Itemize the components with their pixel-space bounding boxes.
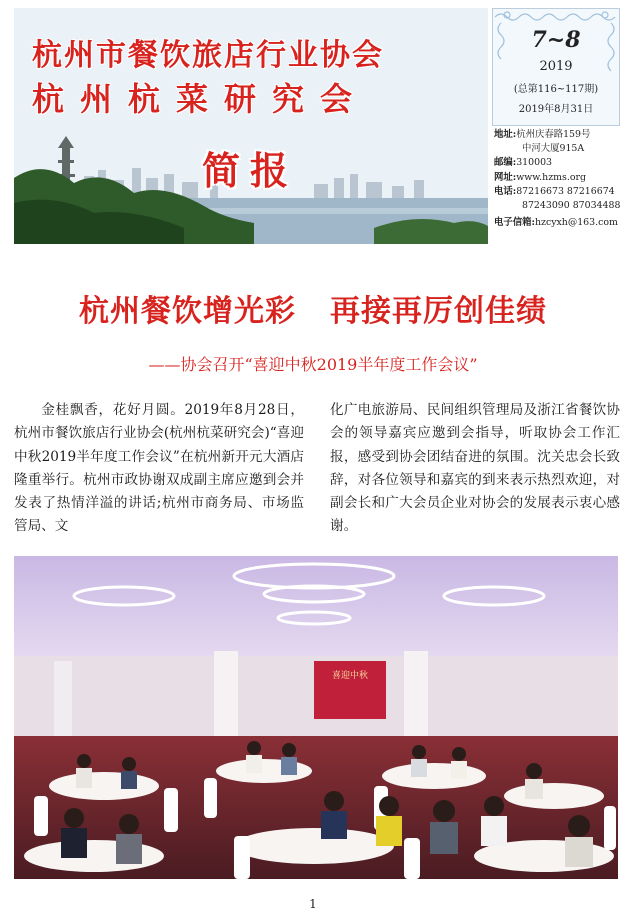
article-paragraph-right: 化广电旅游局、民间组织管理局及浙江省餐饮协会的领导嘉宾应邀到会指导，听取协会工作汇报，感受到协会团结奋进的氛围。沈关忠会长致辞，对各位领导和嘉宾的到来表示热烈欢迎，对副会长和广大会员企业对协会的发展表示衷心感谢。 bbox=[330, 402, 620, 535]
website-row bbox=[494, 171, 622, 185]
association-title: 杭州市餐饮旅店行业协会 bbox=[32, 38, 384, 73]
headline-part2: 再接再厉创佳绩 bbox=[330, 294, 547, 329]
banquet-scene-illustration bbox=[14, 556, 618, 879]
article-subheadline: ——协会召开“喜迎中秋2019半年度工作会议” bbox=[148, 355, 478, 374]
issue-date: 2019年8月31日 bbox=[518, 104, 594, 115]
postcode-value: 310003 bbox=[516, 157, 553, 169]
issue-year: 2019 bbox=[539, 59, 573, 74]
article-paragraph-left: 金桂飘香，花好月圆。2019年8月28日，杭州市餐饮旅店行业协会(杭州杭菜研究会)“喜迎中秋2019半年度工作会议”在杭州新开元大酒店隆重举行。杭州市政协谢双成副主席应邀到会并发表了热情洋溢的讲话;杭州市商务局、市场监管局、文 bbox=[14, 402, 304, 535]
headline-part1: 杭州餐饮增光彩 bbox=[79, 294, 296, 329]
website-label: 网址: bbox=[494, 171, 517, 183]
article-headline bbox=[0, 286, 626, 330]
website-link[interactable]: www.hzms.org bbox=[516, 171, 586, 183]
bulletin-title: 简报 bbox=[202, 149, 299, 193]
email-link[interactable]: hzcyxh@163.com bbox=[534, 217, 618, 229]
contact-info bbox=[494, 128, 622, 230]
issue-number: 7~8 bbox=[531, 27, 581, 53]
address-line1: 杭州庆春路159号 bbox=[516, 129, 591, 140]
address-row bbox=[494, 128, 622, 142]
postcode-label: 邮编: bbox=[494, 157, 517, 169]
postcode-row bbox=[494, 156, 622, 170]
email-row bbox=[494, 216, 622, 230]
page-number: 1 bbox=[309, 897, 317, 911]
masthead-banner bbox=[14, 8, 488, 244]
phone-line1: 87216673 87216674 bbox=[516, 185, 615, 197]
address-label: 地址: bbox=[494, 129, 517, 140]
issue-info-box bbox=[492, 8, 620, 126]
banquet-hall-photo bbox=[14, 556, 618, 879]
email-label: 电子信箱: bbox=[494, 217, 535, 229]
phone-line2: 87243090 87034488 bbox=[522, 200, 621, 212]
issue-total-count: (总第116~117期) bbox=[513, 84, 599, 95]
stage-banner-text: 喜迎中秋 bbox=[331, 671, 369, 681]
phone-row bbox=[494, 185, 622, 199]
research-society-title: 杭州杭菜研究会 bbox=[32, 80, 369, 118]
phone-label: 电话: bbox=[494, 185, 517, 197]
address-line2: 中河大厦915A bbox=[522, 143, 585, 155]
